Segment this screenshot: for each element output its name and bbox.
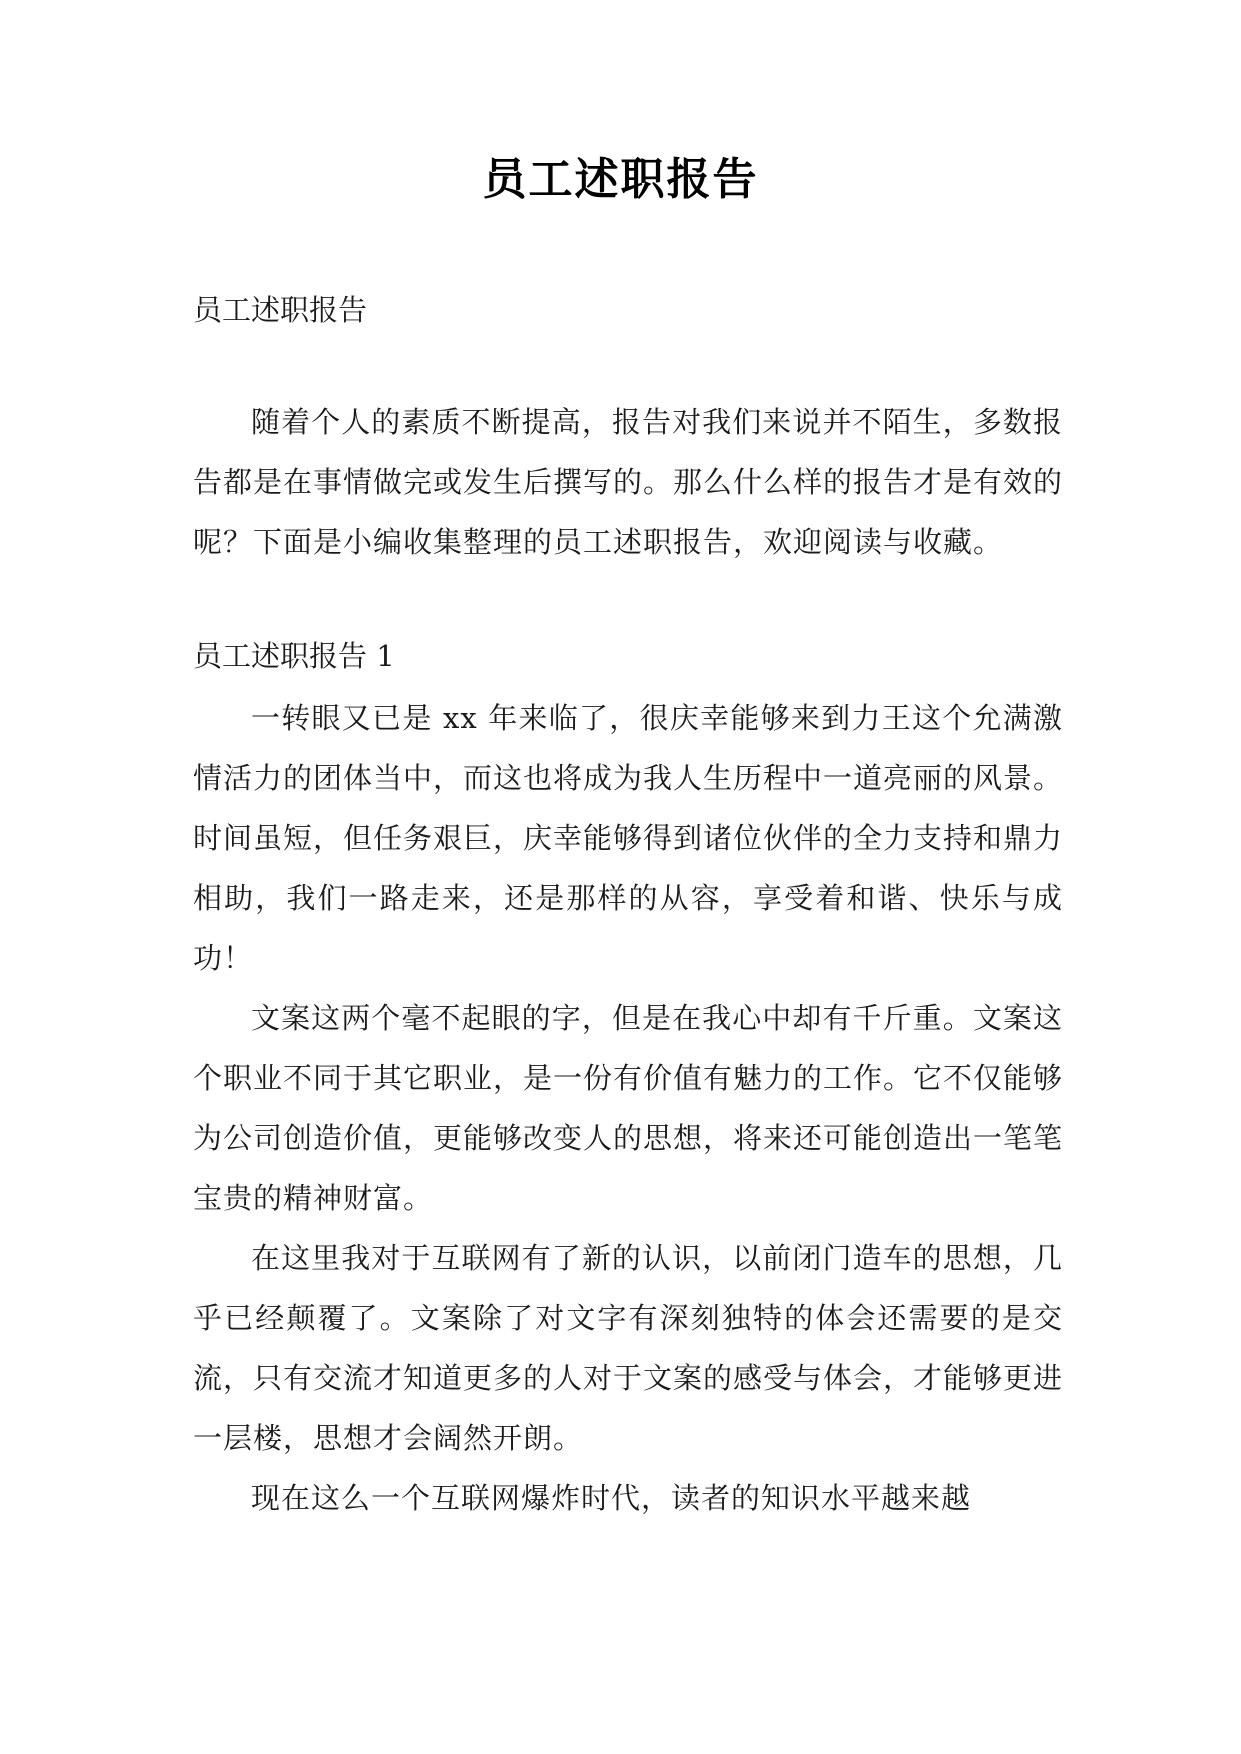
- report-section-1: [193, 636, 1063, 1528]
- section-heading: 员工述职报告 1: [193, 639, 395, 673]
- body-paragraph-2: 文案这两个毫不起眼的字，但是在我心中却有千斤重。文案这个职业不同于其它职业，是一份有价值有魅力的工作。它不仅能够为公司创造价值，更能够改变人的思想，将来还可能创造出一笔笔宝贵的精神财富。: [193, 1001, 1064, 1215]
- document-body: [193, 290, 1063, 1528]
- intro-section: [193, 392, 1063, 572]
- intro-paragraph: 随着个人的素质不断提高，报告对我们来说并不陌生，多数报告都是在事情做完或发生后撰写的。那么什么样的报告才是有效的呢？下面是小编收集整理的员工述职报告，欢迎阅读与收藏。: [193, 405, 1064, 559]
- document-title: 员工述职报告: [482, 154, 759, 205]
- body-paragraph-1: 一转眼又已是 xx 年来临了，很庆幸能够来到力王这个允满激情活力的团体当中，而这也将成为我人生历程中一道亮丽的风景。时间虽短，但任务艰巨，庆幸能够得到诸位伙伴的全力支持和鼎力相助，我们一路走来，还是那样的从容，享受着和谐、快乐与成功！: [193, 701, 1064, 975]
- body-paragraph-3: 在这里我对于互联网有了新的认识，以前闭门造车的思想，几乎已经颠覆了。文案除了对文字有深刻独特的体会还需要的是交流，只有交流才知道更多的人对于文案的感受与体会，才能够更进一层楼，思想才会阔然开朗。: [193, 1241, 1064, 1455]
- document-subtitle: 员工述职报告: [193, 293, 368, 327]
- body-paragraph-4: 现在这么一个互联网爆炸时代，读者的知识水平越来越: [251, 1481, 972, 1515]
